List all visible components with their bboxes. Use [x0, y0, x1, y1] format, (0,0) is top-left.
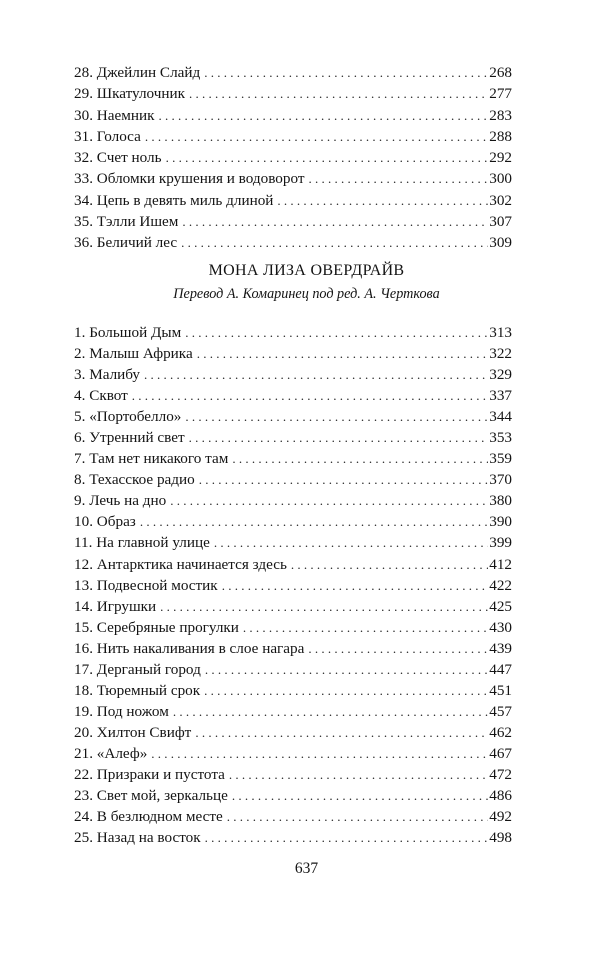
toc-entry-text: Шкатулочник	[96, 85, 186, 103]
toc-entry	[74, 743, 512, 764]
dot-leader	[227, 806, 488, 827]
dot-leader	[204, 680, 488, 701]
dot-leader	[205, 827, 489, 848]
dot-leader	[197, 343, 489, 364]
toc-entry-number: 33.	[74, 170, 93, 188]
toc-entry	[74, 211, 512, 232]
toc-entry	[74, 232, 512, 253]
toc-entry-page: 399	[489, 534, 512, 552]
toc-entry-number: 30.	[74, 106, 93, 124]
toc-entry	[74, 617, 512, 638]
toc-entry-page: 329	[489, 366, 512, 384]
toc-entry-text: Образ	[96, 513, 136, 531]
toc-entry-number: 9.	[74, 492, 86, 510]
toc-entry	[74, 785, 512, 806]
toc-entry-page: 486	[489, 787, 512, 805]
toc-entry-text: Призраки и пустота	[96, 765, 225, 783]
toc-entry-text: Под ножом	[96, 702, 169, 720]
toc-entry-title	[74, 490, 170, 511]
toc-entry-page: 467	[489, 744, 512, 762]
toc-entry	[74, 806, 512, 827]
toc-entry-number: 13.	[74, 576, 93, 594]
toc-entry-page: 309	[489, 234, 512, 251]
toc-entry-number: 7.	[74, 450, 86, 468]
toc-entry-text: Свет мой, зеркальце	[96, 787, 228, 805]
toc-entry-title	[74, 659, 205, 680]
page-number: 637	[294, 860, 319, 877]
dot-leader	[222, 575, 489, 596]
toc-entry-text: Игрушки	[96, 597, 157, 615]
toc-entry-number: 21.	[74, 744, 93, 762]
toc-entry-text: Малыш Африка	[89, 345, 193, 363]
toc-entry	[74, 490, 512, 511]
toc-entry-page: 370	[489, 471, 512, 489]
toc-entry-number: 3.	[74, 366, 86, 384]
toc-entry	[74, 343, 512, 364]
toc-entry	[74, 722, 512, 743]
toc-entry-text: Там нет никакого там	[89, 450, 229, 468]
toc-entry	[74, 596, 512, 617]
toc-list-section	[74, 322, 512, 848]
toc-entry-number: 15.	[74, 618, 93, 636]
toc-entry-number: 32.	[74, 149, 93, 166]
dot-leader	[145, 126, 488, 147]
toc-entry-text: «Портобелло»	[89, 408, 182, 426]
toc-entry-title	[74, 596, 160, 617]
toc-entry	[74, 764, 512, 785]
dot-leader	[291, 554, 488, 575]
toc-entry-text: Малибу	[89, 366, 141, 384]
toc-entry-page: 447	[489, 660, 512, 678]
toc-list-continued	[74, 62, 512, 253]
toc-entry	[74, 385, 512, 406]
toc-entry-number: 4.	[74, 387, 86, 405]
toc-entry-number: 22.	[74, 765, 93, 783]
dot-leader	[277, 190, 488, 211]
dot-leader	[195, 722, 488, 743]
toc-entry	[74, 638, 512, 659]
toc-entry-text: Тэлли Ишем	[96, 212, 179, 230]
toc-entry-title	[74, 211, 182, 232]
toc-entry-title	[74, 617, 243, 638]
toc-entry	[74, 469, 512, 490]
toc-entry-number: 14.	[74, 597, 93, 615]
toc-entry-title	[74, 126, 145, 147]
dot-leader	[185, 406, 488, 427]
toc-entry	[74, 701, 512, 722]
dot-leader	[232, 448, 488, 469]
toc-entry-title	[74, 406, 185, 427]
toc-entry-title	[74, 83, 189, 104]
toc-entry-title	[74, 343, 197, 364]
toc-entry	[74, 827, 512, 848]
toc-entry-title	[74, 190, 277, 211]
toc-entry	[74, 448, 512, 469]
toc-entry-number: 1.	[74, 324, 86, 341]
dot-leader	[158, 105, 488, 126]
toc-entry-page: 412	[489, 555, 512, 573]
toc-entry-title	[74, 105, 158, 126]
dot-leader	[170, 490, 488, 511]
toc-entry-page: 353	[489, 429, 512, 447]
toc-entry-title	[74, 806, 227, 827]
dot-leader	[204, 62, 488, 83]
dot-leader	[160, 596, 488, 617]
dot-leader	[199, 469, 488, 490]
toc-entry-title	[74, 680, 204, 701]
toc-entry	[74, 364, 512, 385]
toc-entry-number: 20.	[74, 723, 93, 741]
toc-entry-page: 430	[489, 618, 512, 636]
toc-entry-number: 24.	[74, 808, 93, 826]
toc-entry-title	[74, 427, 189, 448]
toc-entry-title	[74, 232, 181, 253]
toc-entry-page: 462	[489, 723, 512, 741]
dot-leader	[185, 322, 488, 343]
toc-entry	[74, 659, 512, 680]
toc-entry-text: Серебряные прогулки	[96, 618, 239, 636]
toc-entry-title	[74, 764, 229, 785]
toc-entry-page: 313	[489, 324, 512, 341]
toc-entry-text: Обломки крушения и водоворот	[96, 170, 305, 188]
toc-entry-title	[74, 722, 195, 743]
toc-entry-page: 422	[489, 576, 512, 594]
toc-entry-title	[74, 364, 144, 385]
toc-entry	[74, 62, 512, 83]
toc-entry	[74, 680, 512, 701]
toc-entry-page: 380	[489, 492, 512, 510]
dot-leader	[151, 743, 488, 764]
toc-entry-page: 451	[489, 681, 512, 699]
toc-entry-page: 307	[489, 212, 512, 230]
toc-entry-page: 288	[489, 127, 512, 145]
dot-leader	[309, 168, 489, 189]
dot-leader	[181, 232, 488, 253]
toc-entry	[74, 511, 512, 532]
toc-entry-page: 322	[489, 345, 512, 363]
toc-entry-page: 457	[489, 702, 512, 720]
toc-entry-number: 11.	[74, 534, 93, 552]
toc-entry-page: 498	[489, 829, 512, 847]
dot-leader	[166, 147, 489, 168]
toc-entry-page: 300	[489, 170, 512, 188]
toc-entry-title	[74, 448, 232, 469]
toc-entry-page: 472	[489, 765, 512, 783]
toc-entry-text: Голоса	[96, 127, 141, 145]
toc-entry-text: Беличий лес	[96, 234, 178, 251]
toc-entry-number: 25.	[74, 829, 93, 847]
toc-entry-page: 390	[489, 513, 512, 531]
toc-entry-title	[74, 743, 151, 764]
toc-entry-text: Джейлин Слайд	[96, 64, 201, 81]
toc-entry-text: Лечь на дно	[89, 492, 167, 510]
toc-entry-page: 492	[489, 808, 512, 826]
dot-leader	[144, 364, 488, 385]
toc-entry-number: 5.	[74, 408, 86, 426]
toc-entry-text: Большой Дым	[89, 324, 182, 341]
toc-entry-number: 19.	[74, 702, 93, 720]
toc-entry-page: 283	[489, 106, 512, 124]
toc-entry-page: 337	[489, 387, 512, 405]
dot-leader	[214, 532, 488, 553]
toc-entry-number: 6.	[74, 429, 86, 447]
toc-entry	[74, 532, 512, 553]
toc-entry-page: 359	[489, 450, 512, 468]
toc-entry	[74, 322, 512, 343]
dot-leader	[232, 785, 488, 806]
toc-entry-title	[74, 62, 204, 83]
dot-leader	[189, 83, 488, 104]
toc-entry-number: 29.	[74, 85, 93, 103]
toc-entry-number: 34.	[74, 191, 93, 209]
toc-entry-text: Хилтон Свифт	[96, 723, 192, 741]
toc-entry-title	[74, 785, 232, 806]
toc-entry-text: Нить накаливания в слое нагара	[96, 639, 305, 657]
toc-entry-title	[74, 469, 199, 490]
toc-entry	[74, 105, 512, 126]
toc-entry	[74, 554, 512, 575]
toc-entry-page: 268	[489, 64, 512, 81]
toc-entry-number: 35.	[74, 212, 93, 230]
toc-entry-page: 277	[489, 85, 512, 103]
toc-entry-title	[74, 322, 185, 343]
toc-entry-text: Назад на восток	[96, 829, 201, 847]
toc-entry-number: 18.	[74, 681, 93, 699]
toc-entry-text: Техасское радио	[89, 471, 195, 489]
toc-entry-title	[74, 385, 132, 406]
dot-leader	[173, 701, 488, 722]
dot-leader	[229, 764, 488, 785]
toc-entry-text: В безлюдном месте	[96, 808, 223, 826]
toc-entry-text: «Алеф»	[96, 744, 148, 762]
toc-entry-page: 344	[489, 408, 512, 426]
toc-entry	[74, 168, 512, 189]
dot-leader	[243, 617, 488, 638]
toc-entry-number: 31.	[74, 127, 93, 145]
toc-entry	[74, 147, 512, 168]
toc-entry-number: 28.	[74, 64, 93, 81]
section-title: МОНА ЛИЗА ОВЕРДРАЙВ	[208, 262, 405, 279]
toc-entry-text: Цепь в девять миль длиной	[96, 191, 274, 209]
toc-entry-title	[74, 168, 309, 189]
toc-entry-text: Тюремный срок	[96, 681, 201, 699]
toc-entry-title	[74, 638, 308, 659]
toc-entry-number: 23.	[74, 787, 93, 805]
toc-entry-number: 8.	[74, 471, 86, 489]
toc-entry-number: 36.	[74, 234, 93, 251]
toc-entry-title	[74, 554, 291, 575]
dot-leader	[132, 385, 488, 406]
toc-entry-text: Подвесной мостик	[96, 576, 218, 594]
toc-entry-text: Утренний свет	[89, 429, 185, 447]
toc-entry	[74, 427, 512, 448]
toc-entry-title	[74, 701, 173, 722]
toc-entry-page: 439	[489, 639, 512, 657]
toc-entry-text: Наемник	[96, 106, 155, 124]
toc-entry-page: 425	[489, 597, 512, 615]
toc-entry-number: 16.	[74, 639, 93, 657]
toc-entry-title	[74, 575, 222, 596]
toc-entry-title	[74, 532, 214, 553]
toc-entry	[74, 575, 512, 596]
toc-entry-number: 17.	[74, 660, 93, 678]
toc-entry-title	[74, 147, 166, 168]
dot-leader	[308, 638, 488, 659]
toc-entry-number: 12.	[74, 555, 93, 573]
toc-entry	[74, 190, 512, 211]
toc-entry-number: 10.	[74, 513, 93, 531]
toc-entry-text: Дерганый город	[96, 660, 201, 678]
dot-leader	[140, 511, 488, 532]
toc-entry	[74, 83, 512, 104]
toc-entry-text: Сквот	[89, 387, 128, 405]
dot-leader	[205, 659, 488, 680]
dot-leader	[182, 211, 488, 232]
section-subtitle: Перевод А. Комаринец под ред. А. Черткова	[173, 286, 440, 302]
toc-entry-title	[74, 827, 205, 848]
toc-entry	[74, 126, 512, 147]
toc-entry-page: 292	[489, 149, 512, 166]
dot-leader	[189, 427, 489, 448]
toc-entry-title	[74, 511, 140, 532]
toc-entry-text: На главной улице	[96, 534, 210, 552]
toc-entry-text: Антарктика начинается здесь	[96, 555, 287, 573]
toc-entry	[74, 406, 512, 427]
toc-entry-page: 302	[489, 191, 512, 209]
toc-entry-text: Счет ноль	[96, 149, 162, 166]
toc-entry-number: 2.	[74, 345, 86, 363]
